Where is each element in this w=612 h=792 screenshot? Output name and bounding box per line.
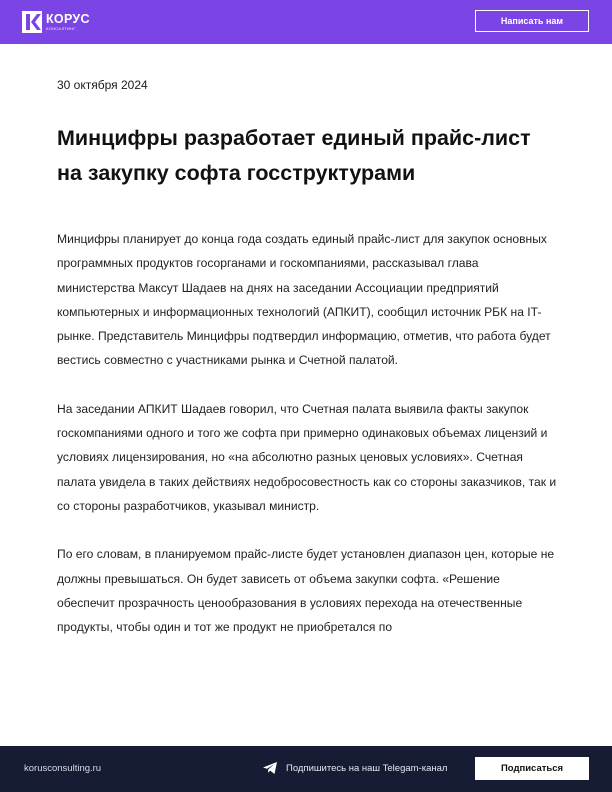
footer-site-link[interactable]: korusconsulting.ru — [24, 763, 102, 774]
subscribe-button[interactable]: Подписаться — [475, 757, 589, 780]
korus-logo[interactable] — [22, 10, 90, 34]
article-paragraph-3: По его словам, в планируемом прайс-листе будет установлен диапазон цен, которые не должны превышаться. Он будет зависеть от объема закупки софта. «Решение обеспечит прозрачность ценообразования в условиях перехода на отечественные продукты, чтобы один и тот же продукт не приобретался по — [57, 547, 555, 635]
article-paragraph-2: На заседании АПКИТ Шадаев говорил, что Счетная палата выявила факты закупок госкомпаниями одного и того же софта при примерно одинаковых объемах лицензий и условиях лицензирования, но «на абсолютно разных ценовых условиях». Счетная палата увидела в таких действиях недобросовестность как со стороны заказчиков, так и со стороны разработчиков, указывал министр. — [57, 401, 557, 513]
article-body — [57, 227, 557, 663]
article-title: Минцифры разработает единый прайс-лист на закупку софта госструктурами — [57, 126, 531, 185]
footer — [0, 746, 612, 792]
korus-logo-mark-icon — [22, 11, 42, 33]
logo-text — [46, 13, 90, 31]
telegram-icon — [262, 760, 278, 776]
top-header — [0, 0, 612, 44]
logo-subtitle: КОНСАЛТИНГ — [46, 25, 76, 31]
article-date: 30 октября 2024 — [57, 78, 148, 92]
telegram-text: Подпишитесь на наш Telegam-канал — [286, 762, 448, 774]
logo-name: КОРУС — [46, 12, 90, 27]
telegram-subscribe-link[interactable] — [262, 760, 447, 776]
write-us-button[interactable]: Написать нам — [475, 10, 589, 32]
article-paragraph-1: Минцифры планирует до конца года создать единый прайс-лист для закупок основных программных продуктов госорганами и госкомпаниями, рассказывал глава министерства Максут Шадаев на днях на заседании Ассоциации предприятий компьютерных и информационных технологий (АПКИТ), сообщил источник РБК на IT-рынке. Представитель Минцифры подтвердил информацию, отметив, что работа будет вестись совместно с участниками рынка и Счетной палатой. — [57, 232, 551, 368]
